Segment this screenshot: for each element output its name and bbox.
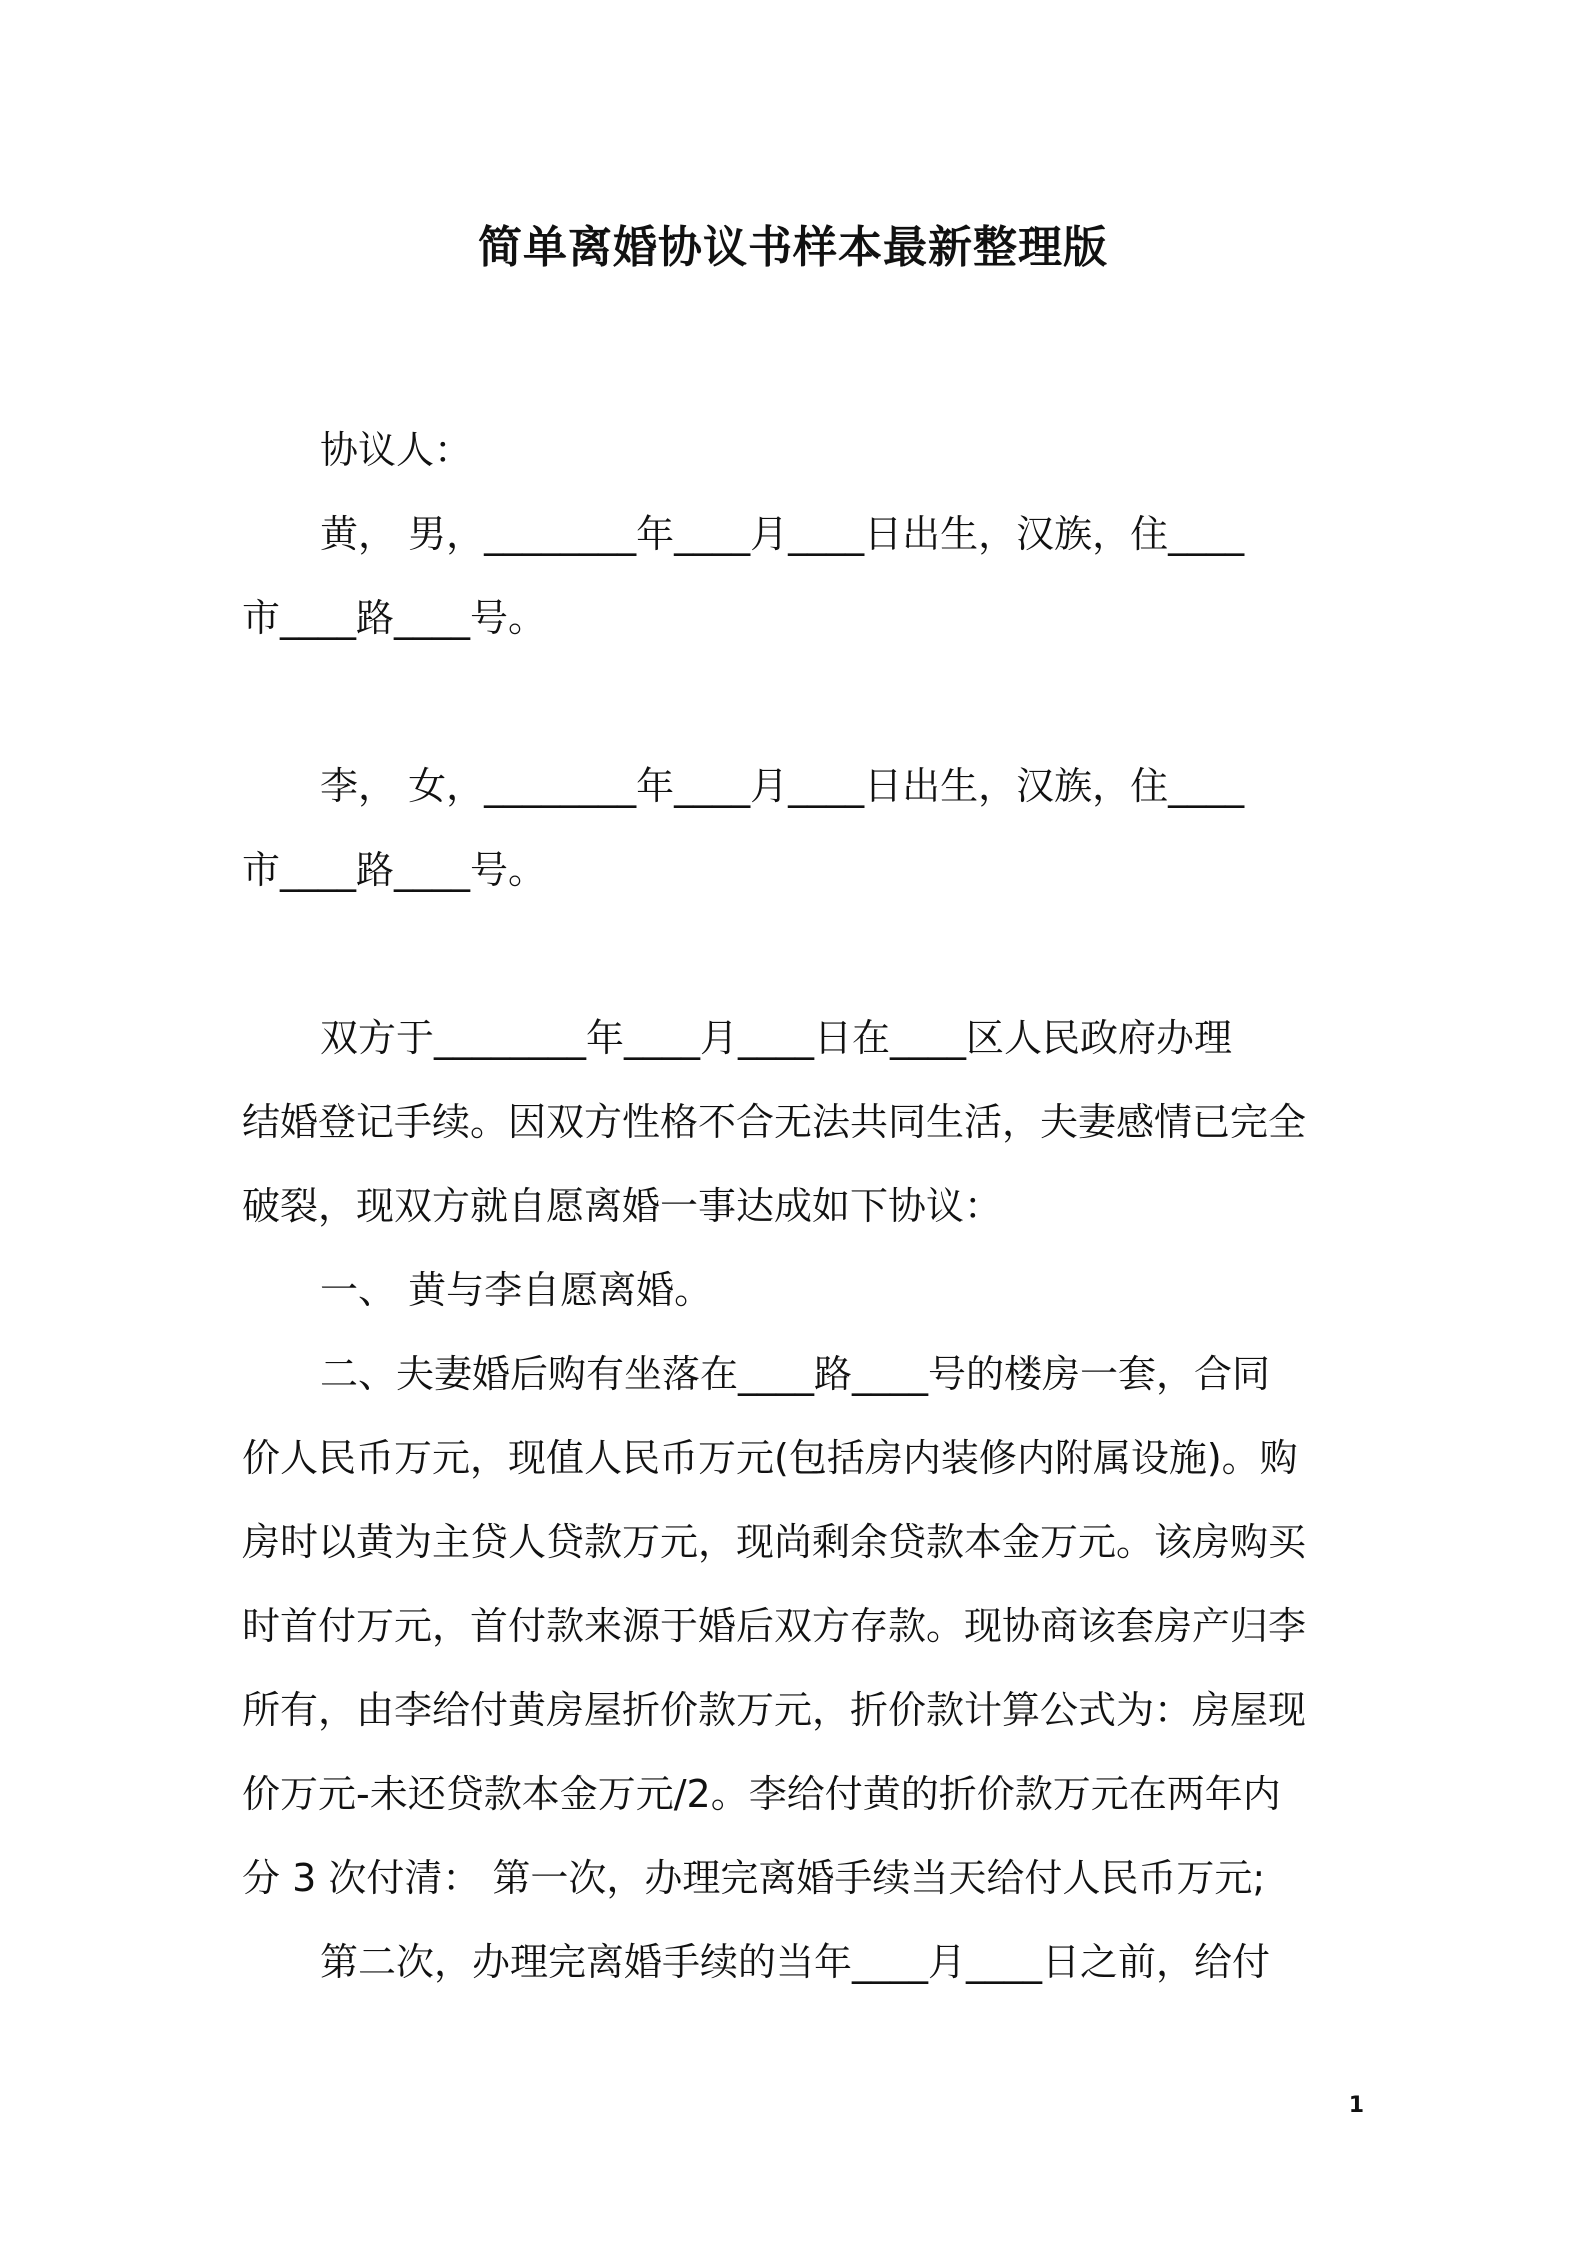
paragraph-line: 第二次，办理完离婚手续的当年____月____日之前，给付 xyxy=(320,1940,1271,1984)
blank-line xyxy=(242,660,1355,744)
paragraph-line: 结婚登记手续。因双方性格不合无法共同生活，夫妻感情已完全 xyxy=(242,1100,1307,1144)
paragraph-line: 市____路____号。 xyxy=(242,848,547,892)
paragraph-line: 价万元-未还贷款本金万元/2。李给付黄的折价款万元在两年内 xyxy=(242,1772,1281,1816)
paragraph-line: 分 3 次付清： 第一次，办理完离婚手续当天给付人民币万元; xyxy=(242,1856,1266,1900)
paragraph-line: 破裂，现双方就自愿离婚一事达成如下协议： xyxy=(242,1184,1003,1228)
paragraph-line: 房时以黄为主贷人贷款万元，现尚剩余贷款本金万元。该房购买 xyxy=(242,1520,1307,1564)
paragraph-line: 时首付万元，首付款来源于婚后双方存款。现协商该套房产归李 xyxy=(242,1604,1307,1648)
paragraph-line: 黄， 男，________年____月____日出生，汉族，住____ xyxy=(320,512,1245,556)
page-number: 1 xyxy=(1348,2093,1364,2118)
paragraph-line: 双方于________年____月____日在____区人民政府办理 xyxy=(320,1016,1233,1060)
paragraph-line: 市____路____号。 xyxy=(242,596,547,640)
paragraph-line: 李， 女，________年____月____日出生，汉族，住____ xyxy=(320,764,1245,808)
paragraph-line: 二、夫妻婚后购有坐落在____路____号的楼房一套，合同 xyxy=(320,1352,1271,1396)
document-body xyxy=(242,408,1355,2004)
paragraph-line: 价人民币万元，现值人民币万元(包括房内装修内附属设施)。购 xyxy=(242,1436,1298,1480)
paragraph-line: 协议人： xyxy=(320,428,473,472)
paragraph-line: 所有，由李给付黄房屋折价款万元，折价款计算公式为：房屋现 xyxy=(242,1688,1307,1732)
document-title: 简单离婚协议书样本最新整理版 xyxy=(478,222,1108,273)
blank-line xyxy=(242,912,1355,996)
paragraph-line: 一、 黄与李自愿离婚。 xyxy=(320,1268,713,1312)
